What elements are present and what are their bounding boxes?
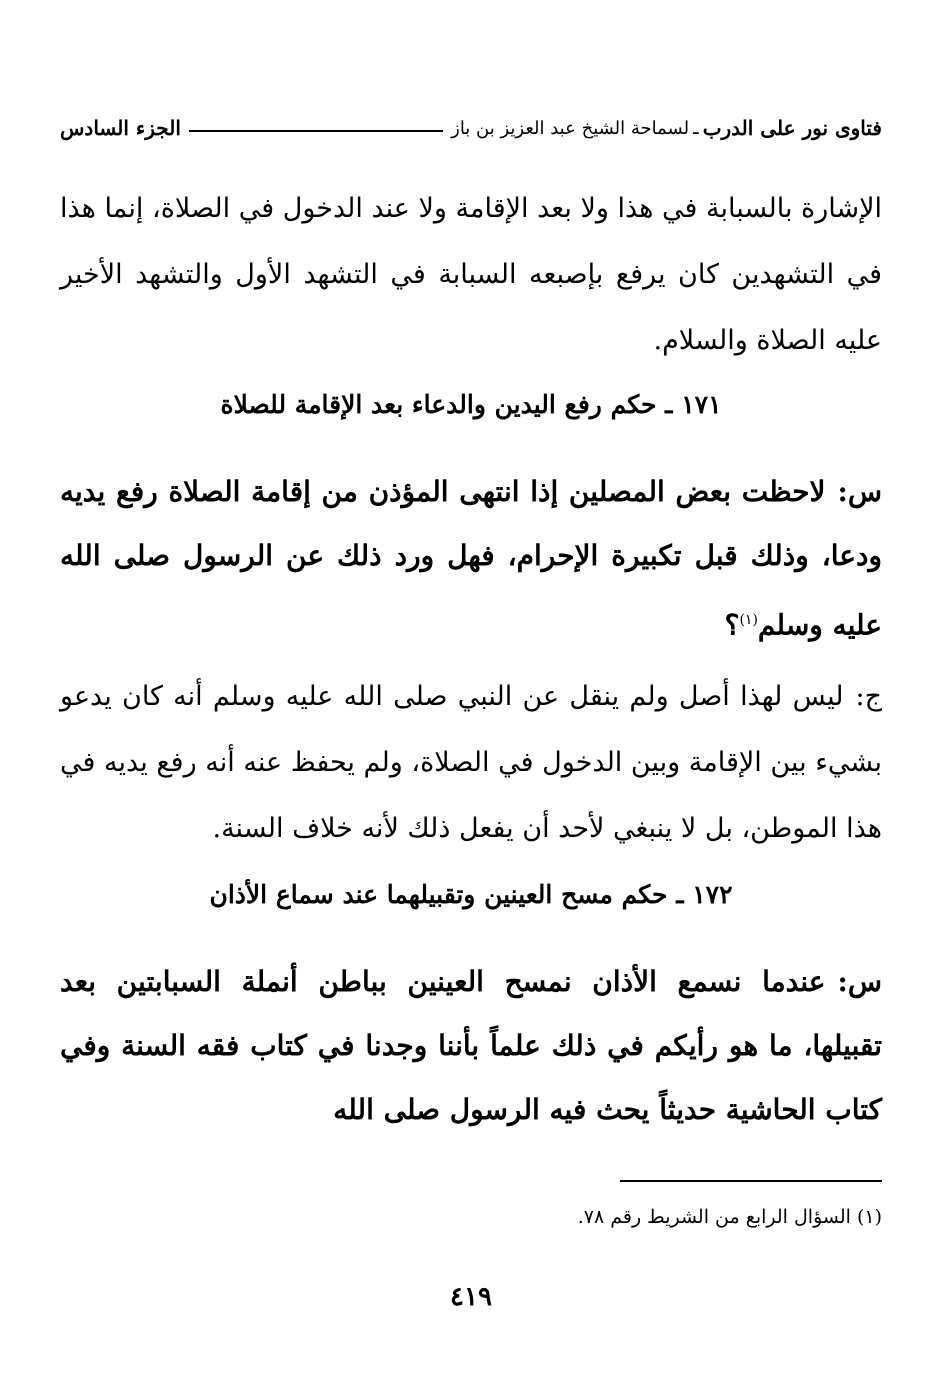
footnote-divider [620, 1180, 882, 1182]
section-171-heading: ١٧١ ـ حكم رفع اليدين والدعاء بعد الإقامة للصلاة [220, 390, 722, 419]
footnote-ref[interactable]: (١) [739, 612, 758, 628]
book-title: فتاوى نور على الدرب [702, 116, 882, 140]
running-header [60, 108, 882, 148]
section-172-heading: ١٧٢ ـ حكم مسح العينين وتقبيلهما عند سماع الأذان [209, 880, 733, 909]
intro-paragraph: الإشارة بالسبابة في هذا ولا بعد الإقامة ولا عند الدخول في الصلاة، إنما هذا في التشهدين كان يرفع بإصبعه السبابة في التشهد الأول والتشهد الأخير عليه الصلاة والسلام. [60, 193, 882, 356]
question-end: ؟ [724, 608, 740, 642]
header-separator: ـ [693, 117, 699, 139]
answer-text: ليس لهذا أصل ولم ينقل عن النبي صلى الله عليه وسلم أنه كان يدعو بشيء بين الإقامة وبين الدخول في الصلاة، ولم يحفظ عنه أنه رفع يديه في هذا الموطن، بل لا ينبغي لأحد أن يفعل ذلك لأنه خلاف السنة. [60, 681, 882, 844]
section-172-question [60, 950, 882, 1142]
header-rule [189, 130, 443, 132]
question-text: لاحظت بعض المصلين إذا انتهى المؤذن من إقامة الصلاة رفع يديه ودعا، وذلك قبل تكبيرة الإحرام، فهل ورد ذلك عن الرسول صلى الله عليه وسلم [60, 475, 882, 642]
section-171-question [60, 460, 882, 657]
page-number: ٤١٩ [450, 1282, 492, 1312]
header-part: الجزء السادس [60, 116, 181, 140]
header-author: لسماحة الشيخ عبد العزيز بن باز [451, 117, 690, 139]
footnote: (١) السؤال الرابع من الشريط رقم ٧٨. [577, 1206, 882, 1228]
question-label: س: [837, 475, 882, 508]
answer-label: ج: [855, 681, 882, 712]
question-label: س: [837, 965, 882, 998]
section-171-answer [60, 664, 882, 862]
question-text: عندما نسمع الأذان نمسح العينين بباطن أنملة السبابتين بعد تقبيلها، ما هو رأيكم في ذلك علماً بأننا وجدنا في كتاب فقه السنة وفي كتاب الحاشية حديثاً يحث فيه الرسول صلى الله [60, 965, 882, 1126]
